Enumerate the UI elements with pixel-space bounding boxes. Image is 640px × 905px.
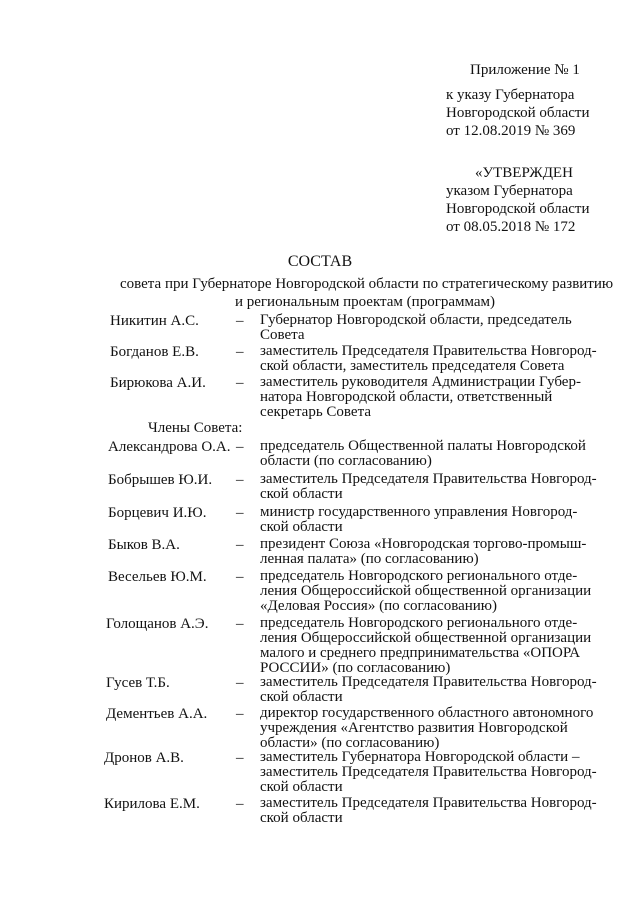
role-line: секретарь Совета <box>260 404 371 420</box>
member-dash: – <box>236 569 244 585</box>
member-role <box>260 344 600 374</box>
role-line: председатель Общественной палаты Новгородской <box>260 438 586 454</box>
role-line: Совета <box>260 327 305 343</box>
member-dash: – <box>236 796 244 812</box>
member-name: Александрова О.А. <box>108 439 231 455</box>
approved-line: от 08.05.2018 № 172 <box>446 219 576 235</box>
member-name: Бобрышев Ю.И. <box>108 472 213 488</box>
role-line: ской области, заместитель председателя Совета <box>260 358 565 374</box>
role-line: заместитель руководителя Администрации Губер- <box>260 374 581 390</box>
member-role <box>260 472 600 502</box>
role-line: РОССИИ» (по согласованию) <box>260 660 451 676</box>
member-dash: – <box>236 439 244 455</box>
approved-reference <box>446 182 590 236</box>
role-line: министр государственного управления Новгород- <box>260 504 578 520</box>
role-line: заместитель Председателя Правительства Новгород- <box>260 764 597 780</box>
appendix-number: Приложение № 1 <box>470 62 580 78</box>
member-role <box>260 537 600 567</box>
role-line: «Деловая Россия» (по согласованию) <box>260 598 498 614</box>
role-line: области (по согласованию) <box>260 453 432 469</box>
member-role <box>260 706 600 751</box>
member-dash: – <box>236 375 244 391</box>
member-name: Быков В.А. <box>108 537 180 553</box>
member-dash: – <box>236 344 244 360</box>
member-dash: – <box>236 313 244 329</box>
role-line: ленная палата» (по согласованию) <box>260 551 479 567</box>
member-name: Богданов Е.В. <box>110 344 199 360</box>
role-line: заместитель Председателя Правительства Новгород- <box>260 343 597 359</box>
role-line: заместитель Губернатора Новгородской области – <box>260 749 580 765</box>
member-role <box>260 439 600 469</box>
member-name: Борцевич И.Ю. <box>108 505 207 521</box>
document-title: СОСТАВ <box>287 253 353 270</box>
member-role <box>260 313 600 343</box>
member-dash: – <box>236 675 244 691</box>
member-dash: – <box>236 505 244 521</box>
role-line: ления Общероссийской общественной организации <box>260 583 592 599</box>
member-role <box>260 796 600 826</box>
approved-line: указом Губернатора <box>446 183 573 199</box>
role-line: директор государственного областного автономного <box>260 705 594 721</box>
role-line: президент Союза «Новгородская торгово-промыш- <box>260 536 587 552</box>
decree-line: от 12.08.2019 № 369 <box>446 123 576 139</box>
approved-line: Новгородской области <box>446 201 590 217</box>
member-role <box>260 505 600 535</box>
role-line: заместитель Председателя Правительства Новгород- <box>260 471 597 487</box>
role-line: председатель Новгородского регионального отде- <box>260 568 578 584</box>
role-line: заместитель Председателя Правительства Новгород- <box>260 795 597 811</box>
role-line: Губернатор Новгородской области, председатель <box>260 312 572 328</box>
member-role <box>260 675 600 705</box>
subtitle-line: совета при Губернаторе Новгородской области по стратегическому развитию <box>120 276 614 292</box>
role-line: ления Общероссийской общественной организации <box>260 630 592 646</box>
member-role <box>260 569 600 614</box>
member-name: Никитин А.С. <box>110 313 199 329</box>
members-heading: Члены Совета: <box>148 420 243 436</box>
member-dash: – <box>236 472 244 488</box>
role-line: заместитель Председателя Правительства Новгород- <box>260 674 597 690</box>
role-line: ской области <box>260 689 343 705</box>
member-name: Дементьев А.А. <box>106 706 208 722</box>
role-line: учреждения «Агентство развития Новгородской <box>260 720 568 736</box>
approved-title: «УТВЕРЖДЕН <box>475 165 573 181</box>
member-dash: – <box>236 706 244 722</box>
member-dash: – <box>236 750 244 766</box>
member-name: Кирилова Е.М. <box>104 796 200 812</box>
member-name: Голощанов А.Э. <box>106 616 209 632</box>
role-line: ской области <box>260 810 343 826</box>
role-line: ской области <box>260 779 343 795</box>
role-line: ской области <box>260 486 343 502</box>
decree-line: Новгородской области <box>446 105 590 121</box>
member-name: Гусев Т.Б. <box>106 675 170 691</box>
member-dash: – <box>236 537 244 553</box>
member-role <box>260 750 600 795</box>
member-role <box>260 616 600 676</box>
role-line: ской области <box>260 519 343 535</box>
decree-line: к указу Губернатора <box>446 87 575 103</box>
member-role <box>260 375 600 420</box>
role-line: председатель Новгородского регионального отде- <box>260 615 578 631</box>
role-line: малого и среднего предпринимательства «ОПОРА <box>260 645 581 661</box>
member-name: Бирюкова А.И. <box>110 375 206 391</box>
document-subtitle <box>120 275 614 311</box>
decree-reference <box>446 86 590 140</box>
role-line: натора Новгородской области, ответственный <box>260 389 553 405</box>
subtitle-line: и региональным проектам (программам) <box>234 294 496 310</box>
member-dash: – <box>236 616 244 632</box>
member-name: Весельев Ю.М. <box>108 569 207 585</box>
member-name: Дронов А.В. <box>104 750 184 766</box>
role-line: области» (по согласованию) <box>260 735 440 751</box>
